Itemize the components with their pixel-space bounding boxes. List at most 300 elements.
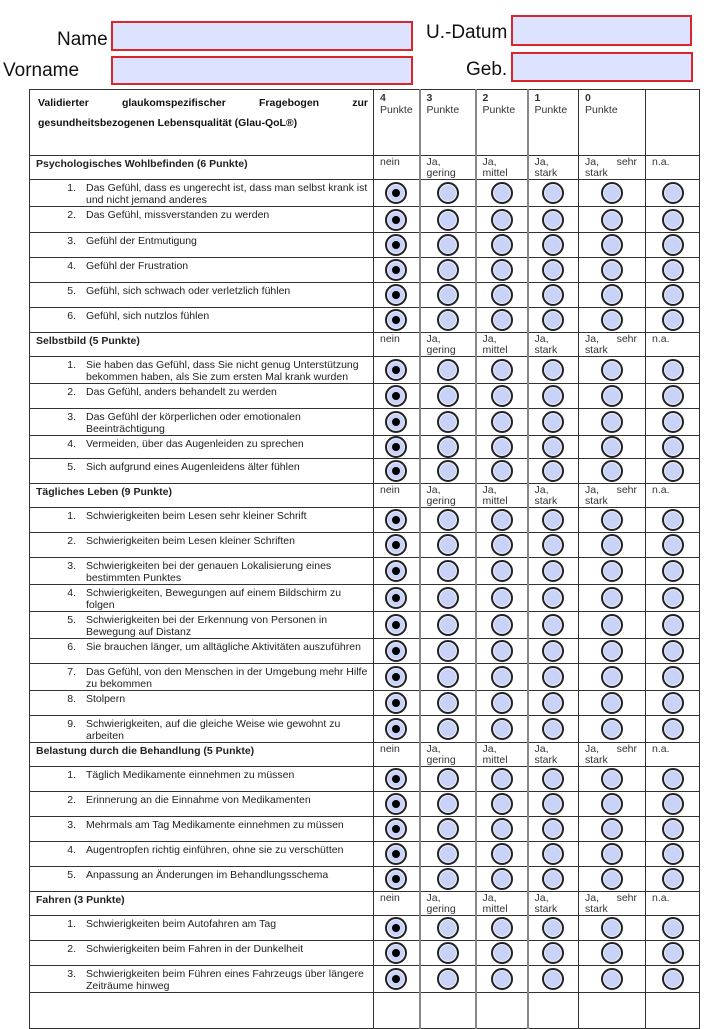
radio-button[interactable] xyxy=(601,942,623,964)
radio-button[interactable] xyxy=(662,917,684,939)
radio-button[interactable] xyxy=(662,968,684,990)
radio-button[interactable] xyxy=(491,640,513,662)
radio-button[interactable] xyxy=(601,284,623,306)
radio-button[interactable] xyxy=(542,234,564,256)
radio-button[interactable] xyxy=(491,818,513,840)
radio-button[interactable] xyxy=(542,968,564,990)
answer-label: Ja, gering xyxy=(420,333,476,357)
radio-button[interactable] xyxy=(491,942,513,964)
question-text: Gefühl, sich schwach oder verletzlich fühlen xyxy=(86,285,291,297)
question-row xyxy=(30,867,700,892)
answer-cell xyxy=(579,308,646,333)
question-row xyxy=(30,966,700,993)
section-title: Tägliches Leben (9 Punkte) xyxy=(30,484,374,508)
radio-button[interactable] xyxy=(491,509,513,531)
radio-button[interactable] xyxy=(601,614,623,636)
radio-button[interactable] xyxy=(662,309,684,331)
question-row xyxy=(30,436,700,459)
answer-cell xyxy=(579,233,646,258)
answer-cell xyxy=(476,916,528,941)
radio-button[interactable] xyxy=(437,309,459,331)
radio-button[interactable] xyxy=(662,560,684,582)
answer-cell xyxy=(476,384,528,409)
radio-button-selected[interactable] xyxy=(385,234,407,256)
radio-button[interactable] xyxy=(437,793,459,815)
radio-button-selected[interactable] xyxy=(385,968,407,990)
radio-button[interactable] xyxy=(437,868,459,890)
radio-button[interactable] xyxy=(542,793,564,815)
radio-button[interactable] xyxy=(542,436,564,458)
answer-cell xyxy=(420,612,476,639)
section-header-row xyxy=(30,892,700,916)
answer-cell xyxy=(420,966,476,993)
question-text: Stolpern xyxy=(86,693,126,705)
answer-cell xyxy=(646,691,700,716)
answer-cell xyxy=(579,792,646,817)
radio-button-selected[interactable] xyxy=(385,692,407,714)
radio-button[interactable] xyxy=(491,259,513,281)
radio-button[interactable] xyxy=(542,718,564,740)
geb-field[interactable] xyxy=(511,52,693,82)
radio-button[interactable] xyxy=(601,818,623,840)
vorname-field[interactable] xyxy=(111,56,413,85)
radio-button[interactable] xyxy=(542,385,564,407)
radio-button-selected[interactable] xyxy=(385,259,407,281)
question-text: Sie haben das Gefühl, dass Sie nicht genug Unterstützung bekommen haben, als Sie zum ersten Mal krank wurden xyxy=(86,359,359,383)
radio-button[interactable] xyxy=(542,509,564,531)
answer-cell xyxy=(528,716,579,743)
answer-cell xyxy=(374,585,420,612)
name-label: Name xyxy=(57,29,108,50)
radio-button[interactable] xyxy=(437,768,459,790)
answer-cell xyxy=(646,207,700,233)
answer-label: Ja, mittel xyxy=(476,743,528,767)
points-header-1: 1 Punkte xyxy=(528,90,579,156)
radio-button[interactable] xyxy=(662,234,684,256)
radio-button-selected[interactable] xyxy=(385,560,407,582)
radio-button-selected[interactable] xyxy=(385,209,407,231)
radio-button[interactable] xyxy=(662,359,684,381)
radio-button[interactable] xyxy=(542,359,564,381)
radio-button[interactable] xyxy=(662,259,684,281)
answer-cell xyxy=(528,691,579,716)
geb-label: Geb. xyxy=(466,59,508,80)
radio-button[interactable] xyxy=(542,917,564,939)
question-text-cell xyxy=(30,409,374,436)
radio-button[interactable] xyxy=(601,718,623,740)
radio-button[interactable] xyxy=(542,818,564,840)
radio-button[interactable] xyxy=(437,234,459,256)
question-text: Gefühl, sich nutzlos fühlen xyxy=(86,310,210,322)
question-number: 6. xyxy=(67,641,76,653)
radio-button[interactable] xyxy=(601,385,623,407)
answer-cell xyxy=(374,916,420,941)
radio-button[interactable] xyxy=(662,793,684,815)
radio-button-selected[interactable] xyxy=(385,614,407,636)
answer-cell xyxy=(646,916,700,941)
empty-cell xyxy=(476,993,528,1029)
radio-button[interactable] xyxy=(437,385,459,407)
answer-cell xyxy=(374,409,420,436)
radio-button[interactable] xyxy=(601,259,623,281)
radio-button[interactable] xyxy=(491,460,513,482)
radio-button[interactable] xyxy=(601,534,623,556)
answer-cell xyxy=(579,409,646,436)
question-text: Schwierigkeiten beim Fahren in der Dunkelheit xyxy=(86,943,304,955)
radio-button-selected[interactable] xyxy=(385,284,407,306)
radio-button-selected[interactable] xyxy=(385,436,407,458)
radio-button[interactable] xyxy=(662,209,684,231)
radio-button[interactable] xyxy=(491,614,513,636)
answer-cell xyxy=(528,384,579,409)
answer-cell xyxy=(646,233,700,258)
radio-button[interactable] xyxy=(437,718,459,740)
question-text: Erinnerung an die Einnahme von Medikamenten xyxy=(86,794,311,806)
radio-button[interactable] xyxy=(662,818,684,840)
radio-button[interactable] xyxy=(601,692,623,714)
radio-button[interactable] xyxy=(491,868,513,890)
radio-button[interactable] xyxy=(491,534,513,556)
answer-label: Ja, gering xyxy=(420,156,476,180)
radio-button-selected[interactable] xyxy=(385,868,407,890)
radio-button-selected[interactable] xyxy=(385,385,407,407)
radio-button[interactable] xyxy=(437,560,459,582)
radio-button[interactable] xyxy=(437,692,459,714)
radio-button[interactable] xyxy=(601,309,623,331)
radio-button[interactable] xyxy=(662,509,684,531)
radio-button[interactable] xyxy=(437,411,459,433)
udatum-field[interactable] xyxy=(511,15,692,46)
question-text-cell xyxy=(30,842,374,867)
radio-button-selected[interactable] xyxy=(385,793,407,815)
question-text: Gefühl der Frustration xyxy=(86,260,189,272)
answer-label: nein xyxy=(374,333,420,357)
empty-cell xyxy=(646,993,700,1029)
radio-button[interactable] xyxy=(542,460,564,482)
radio-button-selected[interactable] xyxy=(385,587,407,609)
question-text-cell xyxy=(30,585,374,612)
radio-button[interactable] xyxy=(662,640,684,662)
radio-button[interactable] xyxy=(491,692,513,714)
radio-button[interactable] xyxy=(491,209,513,231)
radio-button[interactable] xyxy=(491,917,513,939)
points-header-3: 3 Punkte xyxy=(420,90,476,156)
radio-button[interactable] xyxy=(542,259,564,281)
radio-button[interactable] xyxy=(437,182,459,204)
radio-button[interactable] xyxy=(662,284,684,306)
question-text-cell xyxy=(30,639,374,664)
radio-button[interactable] xyxy=(601,411,623,433)
radio-button[interactable] xyxy=(491,793,513,815)
radio-button[interactable] xyxy=(437,640,459,662)
answer-cell xyxy=(528,842,579,867)
question-text-cell xyxy=(30,612,374,639)
answer-cell xyxy=(646,533,700,558)
radio-button[interactable] xyxy=(542,284,564,306)
question-text: Das Gefühl, dass es ungerecht ist, dass man selbst krank ist und nicht jemand anderes xyxy=(86,182,368,206)
question-text-cell xyxy=(30,233,374,258)
radio-button[interactable] xyxy=(662,385,684,407)
radio-button[interactable] xyxy=(491,718,513,740)
radio-button-selected[interactable] xyxy=(385,917,407,939)
radio-button[interactable] xyxy=(491,560,513,582)
answer-cell xyxy=(476,233,528,258)
radio-button-selected[interactable] xyxy=(385,640,407,662)
answer-cell xyxy=(420,817,476,842)
radio-button[interactable] xyxy=(491,768,513,790)
question-number: 5. xyxy=(67,461,76,473)
empty-cell xyxy=(528,993,579,1029)
answer-cell xyxy=(579,384,646,409)
answer-label: Ja, stark xyxy=(528,333,579,357)
radio-button[interactable] xyxy=(437,917,459,939)
answer-cell xyxy=(476,436,528,459)
radio-button[interactable] xyxy=(662,460,684,482)
answer-cell xyxy=(579,716,646,743)
section-title: Belastung durch die Behandlung (5 Punkte) xyxy=(30,743,374,767)
radio-button[interactable] xyxy=(601,768,623,790)
question-text: Sie brauchen länger, um alltägliche Aktivitäten auszuführen xyxy=(86,641,361,653)
question-number: 2. xyxy=(67,535,76,547)
radio-button[interactable] xyxy=(491,436,513,458)
radio-button[interactable] xyxy=(437,460,459,482)
answer-cell xyxy=(646,716,700,743)
radio-button[interactable] xyxy=(601,666,623,688)
question-number: 9. xyxy=(67,718,76,730)
radio-button[interactable] xyxy=(601,917,623,939)
radio-button[interactable] xyxy=(437,666,459,688)
answer-cell xyxy=(476,508,528,533)
answer-cell xyxy=(646,941,700,966)
radio-button[interactable] xyxy=(601,640,623,662)
radio-button-selected[interactable] xyxy=(385,666,407,688)
answer-cell xyxy=(420,533,476,558)
question-number: 2. xyxy=(67,943,76,955)
radio-button[interactable] xyxy=(542,411,564,433)
question-text: Schwierigkeiten beim Lesen kleiner Schriften xyxy=(86,535,295,547)
radio-button-selected[interactable] xyxy=(385,509,407,531)
question-number: 4. xyxy=(67,438,76,450)
answer-cell xyxy=(528,357,579,384)
answer-label: Ja, mittel xyxy=(476,333,528,357)
radio-button[interactable] xyxy=(437,968,459,990)
radio-button[interactable] xyxy=(662,768,684,790)
radio-button[interactable] xyxy=(542,309,564,331)
radio-button[interactable] xyxy=(542,868,564,890)
radio-button[interactable] xyxy=(662,868,684,890)
question-row xyxy=(30,308,700,333)
radio-button[interactable] xyxy=(601,793,623,815)
question-row xyxy=(30,792,700,817)
radio-button[interactable] xyxy=(542,843,564,865)
radio-button[interactable] xyxy=(437,209,459,231)
question-number: 3. xyxy=(67,235,76,247)
answer-cell xyxy=(528,639,579,664)
answer-cell xyxy=(476,459,528,484)
radio-button-selected[interactable] xyxy=(385,768,407,790)
answer-cell xyxy=(374,842,420,867)
question-text-cell xyxy=(30,384,374,409)
radio-button[interactable] xyxy=(662,436,684,458)
radio-button[interactable] xyxy=(437,587,459,609)
radio-button[interactable] xyxy=(437,436,459,458)
radio-button[interactable] xyxy=(437,818,459,840)
radio-button-selected[interactable] xyxy=(385,309,407,331)
question-number: 7. xyxy=(67,666,76,678)
radio-button[interactable] xyxy=(491,968,513,990)
question-number: 4. xyxy=(67,260,76,272)
radio-button[interactable] xyxy=(601,359,623,381)
answer-cell xyxy=(528,585,579,612)
points-header-2: 2 Punkte xyxy=(476,90,528,156)
answer-cell xyxy=(420,585,476,612)
answer-cell xyxy=(420,664,476,691)
radio-button[interactable] xyxy=(601,868,623,890)
radio-button[interactable] xyxy=(437,614,459,636)
radio-button[interactable] xyxy=(437,259,459,281)
answer-cell xyxy=(579,258,646,283)
answer-cell xyxy=(374,258,420,283)
radio-button[interactable] xyxy=(601,587,623,609)
answer-label: Ja, gering xyxy=(420,743,476,767)
radio-button[interactable] xyxy=(542,182,564,204)
radio-button[interactable] xyxy=(542,534,564,556)
radio-button[interactable] xyxy=(542,692,564,714)
question-row xyxy=(30,716,700,743)
answer-cell xyxy=(579,508,646,533)
radio-button[interactable] xyxy=(437,359,459,381)
radio-button[interactable] xyxy=(437,509,459,531)
answer-cell xyxy=(528,966,579,993)
answer-label: Ja, stark xyxy=(528,484,579,508)
name-field[interactable] xyxy=(111,21,413,51)
answer-cell xyxy=(579,767,646,792)
radio-button-selected[interactable] xyxy=(385,718,407,740)
answer-cell xyxy=(476,357,528,384)
question-row xyxy=(30,207,700,233)
radio-button[interactable] xyxy=(491,182,513,204)
radio-button[interactable] xyxy=(542,942,564,964)
question-text-cell xyxy=(30,533,374,558)
radio-button[interactable] xyxy=(542,209,564,231)
radio-button[interactable] xyxy=(491,587,513,609)
vorname-label: Vorname xyxy=(3,60,80,81)
question-text-cell xyxy=(30,941,374,966)
answer-cell xyxy=(528,558,579,585)
radio-button[interactable] xyxy=(601,560,623,582)
answer-cell xyxy=(476,612,528,639)
answer-cell xyxy=(528,436,579,459)
radio-button[interactable] xyxy=(601,234,623,256)
question-text-cell xyxy=(30,283,374,308)
answer-cell xyxy=(420,283,476,308)
answer-cell xyxy=(646,308,700,333)
answer-cell xyxy=(579,691,646,716)
answer-cell xyxy=(528,817,579,842)
radio-button[interactable] xyxy=(601,460,623,482)
answer-cell xyxy=(646,612,700,639)
question-number: 5. xyxy=(67,285,76,297)
answer-cell xyxy=(646,585,700,612)
radio-button[interactable] xyxy=(542,640,564,662)
radio-button[interactable] xyxy=(491,359,513,381)
answer-cell xyxy=(476,180,528,207)
radio-button-selected[interactable] xyxy=(385,182,407,204)
radio-button[interactable] xyxy=(601,436,623,458)
answer-cell xyxy=(420,459,476,484)
answer-cell xyxy=(579,459,646,484)
radio-button[interactable] xyxy=(491,284,513,306)
radio-button[interactable] xyxy=(662,614,684,636)
answer-cell xyxy=(420,916,476,941)
radio-button-selected[interactable] xyxy=(385,534,407,556)
question-number: 5. xyxy=(67,614,76,626)
question-row xyxy=(30,664,700,691)
radio-button[interactable] xyxy=(437,284,459,306)
section-title: Selbstbild (5 Punkte) xyxy=(30,333,374,357)
radio-button[interactable] xyxy=(662,411,684,433)
radio-button[interactable] xyxy=(491,234,513,256)
radio-button[interactable] xyxy=(491,309,513,331)
answer-cell xyxy=(476,842,528,867)
radio-button[interactable] xyxy=(542,768,564,790)
radio-button-selected[interactable] xyxy=(385,411,407,433)
radio-button-selected[interactable] xyxy=(385,942,407,964)
radio-button[interactable] xyxy=(601,182,623,204)
radio-button[interactable] xyxy=(491,666,513,688)
radio-button[interactable] xyxy=(662,942,684,964)
question-text-cell xyxy=(30,691,374,716)
radio-button[interactable] xyxy=(662,718,684,740)
radio-button[interactable] xyxy=(601,843,623,865)
question-text-cell xyxy=(30,436,374,459)
radio-button-selected[interactable] xyxy=(385,818,407,840)
radio-button[interactable] xyxy=(491,843,513,865)
radio-button[interactable] xyxy=(662,534,684,556)
radio-button[interactable] xyxy=(662,666,684,688)
answer-cell xyxy=(476,639,528,664)
question-text: Sich aufgrund eines Augenleidens älter fühlen xyxy=(86,461,300,473)
radio-button[interactable] xyxy=(601,509,623,531)
radio-button[interactable] xyxy=(662,692,684,714)
radio-button[interactable] xyxy=(437,942,459,964)
radio-button[interactable] xyxy=(491,411,513,433)
radio-button[interactable] xyxy=(662,182,684,204)
radio-button[interactable] xyxy=(662,843,684,865)
radio-button[interactable] xyxy=(437,534,459,556)
radio-button-selected[interactable] xyxy=(385,843,407,865)
radio-button-selected[interactable] xyxy=(385,460,407,482)
radio-button-selected[interactable] xyxy=(385,359,407,381)
radio-button[interactable] xyxy=(542,666,564,688)
radio-button[interactable] xyxy=(601,968,623,990)
radio-button[interactable] xyxy=(601,209,623,231)
answer-cell xyxy=(646,508,700,533)
radio-button[interactable] xyxy=(491,385,513,407)
answer-cell xyxy=(646,664,700,691)
question-text: Schwierigkeiten bei der genauen Lokalisierung eines bestimmten Punktes xyxy=(86,560,332,584)
answer-cell xyxy=(476,258,528,283)
radio-button[interactable] xyxy=(542,560,564,582)
answer-cell xyxy=(579,842,646,867)
radio-button[interactable] xyxy=(542,587,564,609)
question-number: 1. xyxy=(67,182,76,194)
radio-button[interactable] xyxy=(542,614,564,636)
answer-label: n.a. xyxy=(646,156,700,180)
question-row xyxy=(30,459,700,484)
radio-button[interactable] xyxy=(437,843,459,865)
radio-button[interactable] xyxy=(662,587,684,609)
